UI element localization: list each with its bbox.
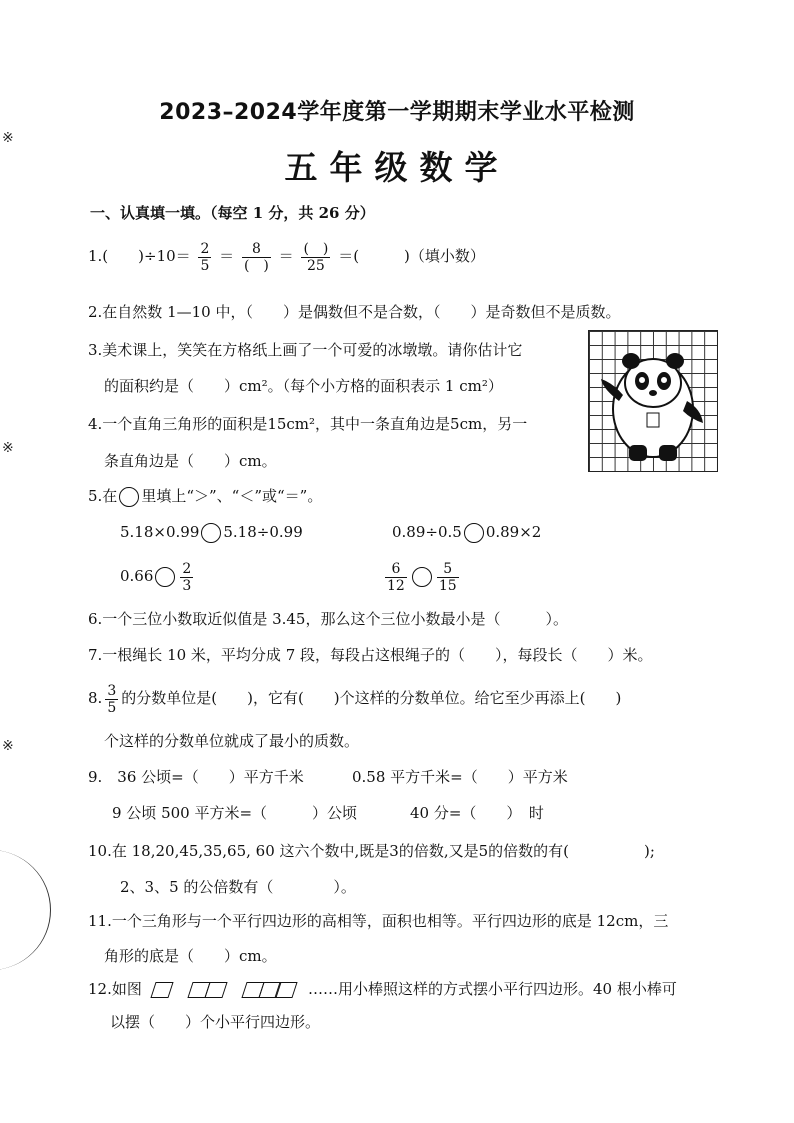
exam-subtitle: 五年级数学 <box>284 148 510 187</box>
question-11-line-2: 角形的底是（ ）cm。 <box>104 947 277 965</box>
numerator: 5 <box>443 560 453 577</box>
denominator: 5 <box>107 699 117 716</box>
parallelogram-icon <box>151 982 174 998</box>
equals: ＝ <box>219 247 235 265</box>
parallelogram-group-2 <box>192 978 225 1000</box>
q5-head-a: 5.在 <box>88 487 118 505</box>
section-heading: 一、认真填一填。（每空 1 分，共 26 分） <box>90 204 375 222</box>
fraction <box>301 241 330 274</box>
numerator: 6 <box>391 560 401 577</box>
compare-circle[interactable] <box>464 523 484 543</box>
q12-suffix: ……用小棒照这样的方式摆小平行四边形。40 根小棒可 <box>307 980 677 998</box>
q1-prefix: 1.( )÷10＝ <box>88 247 191 265</box>
fraction <box>105 683 118 716</box>
denominator: 3 <box>182 577 192 594</box>
question-8-line-2: 个这样的分数单位就成了最小的质数。 <box>104 732 360 750</box>
numerator: 2 <box>200 240 210 257</box>
denominator: 12 <box>387 577 405 594</box>
question-10-line-1: 10.在 18,20,45,35,65, 60 这六个数中,既是3的倍数,又是5的倍数的有( ); <box>88 842 655 860</box>
exam-title: 2023–2024学年度第一学期期末学业水平检测 <box>159 100 635 125</box>
question-12-line-1 <box>88 978 677 1000</box>
question-3-line-2: 的面积约是（ ）cm²。（每个小方格的面积表示 1 cm²） <box>104 377 503 395</box>
expr-right: 0.89×2 <box>485 523 542 541</box>
fraction <box>242 241 271 274</box>
question-4-line-2: 条直角边是（ ）cm。 <box>104 452 277 470</box>
fraction <box>198 241 211 274</box>
question-9-b: 0.58 平方千米=（ ）平方米 <box>352 768 568 786</box>
question-2: 2.在自然数 1—10 中，（ ）是偶数但不是合数，（ ）是奇数但不是质数。 <box>88 303 621 321</box>
denominator: 15 <box>438 577 457 594</box>
numerator: 2 <box>182 560 192 577</box>
question-3-line-1: 3.美术课上，笑笑在方格纸上画了一个可爱的冰墩墩。请你估计它 <box>88 341 523 359</box>
margin-mark: ※ <box>2 440 14 456</box>
compare-circle[interactable] <box>155 567 175 587</box>
question-1 <box>88 236 485 276</box>
q1-suffix: ＝( )（填小数） <box>338 247 485 265</box>
q5-head-b: 里填上“＞”、“＜”或“＝”。 <box>141 487 323 505</box>
expr-left: 5.18×0.99 <box>120 523 200 541</box>
margin-mark: ※ <box>2 130 14 146</box>
equals: ＝ <box>278 247 294 265</box>
denominator: 25 <box>301 257 330 274</box>
compare-circle[interactable] <box>119 487 139 507</box>
parallelogram-group-1 <box>155 978 172 1000</box>
question-12-line-2: 以摆（ ）个小平行四边形。 <box>110 1013 321 1031</box>
question-6: 6.一个三位小数取近似值是 3.45，那么这个三位小数最小是（ ）。 <box>88 610 568 628</box>
question-8-line-1 <box>88 680 621 716</box>
question-5-c <box>120 558 196 594</box>
margin-mark: ※ <box>2 738 14 754</box>
panda-mascot-icon <box>589 331 717 471</box>
q8-rest: 的分数单位是( )，它有( )个这样的分数单位。给它至少再添上( ) <box>121 689 622 707</box>
numerator: ( ) <box>303 240 329 257</box>
q8-prefix: 8. <box>88 689 103 707</box>
fraction <box>385 561 407 594</box>
fraction <box>437 561 459 594</box>
binding-line <box>0 850 51 970</box>
grid-paper-figure <box>588 330 718 472</box>
expr-right: 5.18÷0.99 <box>223 523 303 541</box>
numerator: 8 <box>251 240 261 257</box>
parallelogram-icon <box>204 982 227 998</box>
question-4-line-1: 4.一个直角三角形的面积是15cm²，其中一条直角边是5cm，另一 <box>88 415 528 433</box>
compare-circle[interactable] <box>412 567 432 587</box>
question-5-a <box>120 522 303 543</box>
question-7: 7.一根绳长 10 米，平均分成 7 段，每段占这根绳子的（ ），每段长（ ）米。 <box>88 646 653 664</box>
question-9-d: 40 分=（ ） 时 <box>410 804 544 822</box>
expr-left: 0.89÷0.5 <box>392 523 462 541</box>
question-5-heading <box>88 486 322 507</box>
denominator: ( ) <box>243 257 269 274</box>
parallelogram-icon <box>275 982 298 998</box>
question-9-c: 9 公顷 500 平方米=（ ）公顷 <box>112 804 358 822</box>
numerator: 3 <box>107 682 117 699</box>
question-9-a: 9. 36 公顷=（ ）平方千米 <box>88 768 304 786</box>
denominator: 5 <box>200 257 210 274</box>
q12-prefix: 12.如图 <box>88 980 142 998</box>
fraction <box>180 561 193 594</box>
question-5-b <box>392 522 541 543</box>
expr-left: 0.66 <box>120 567 154 585</box>
question-11-line-1: 11.一个三角形与一个平行四边形的高相等，面积也相等。平行四边形的底是 12cm，三 <box>88 912 669 930</box>
question-5-d <box>382 558 462 594</box>
parallelogram-group-3 <box>246 978 296 1000</box>
question-10-line-2: 2、3、5 的公倍数有（ ）。 <box>120 878 356 896</box>
compare-circle[interactable] <box>201 523 221 543</box>
